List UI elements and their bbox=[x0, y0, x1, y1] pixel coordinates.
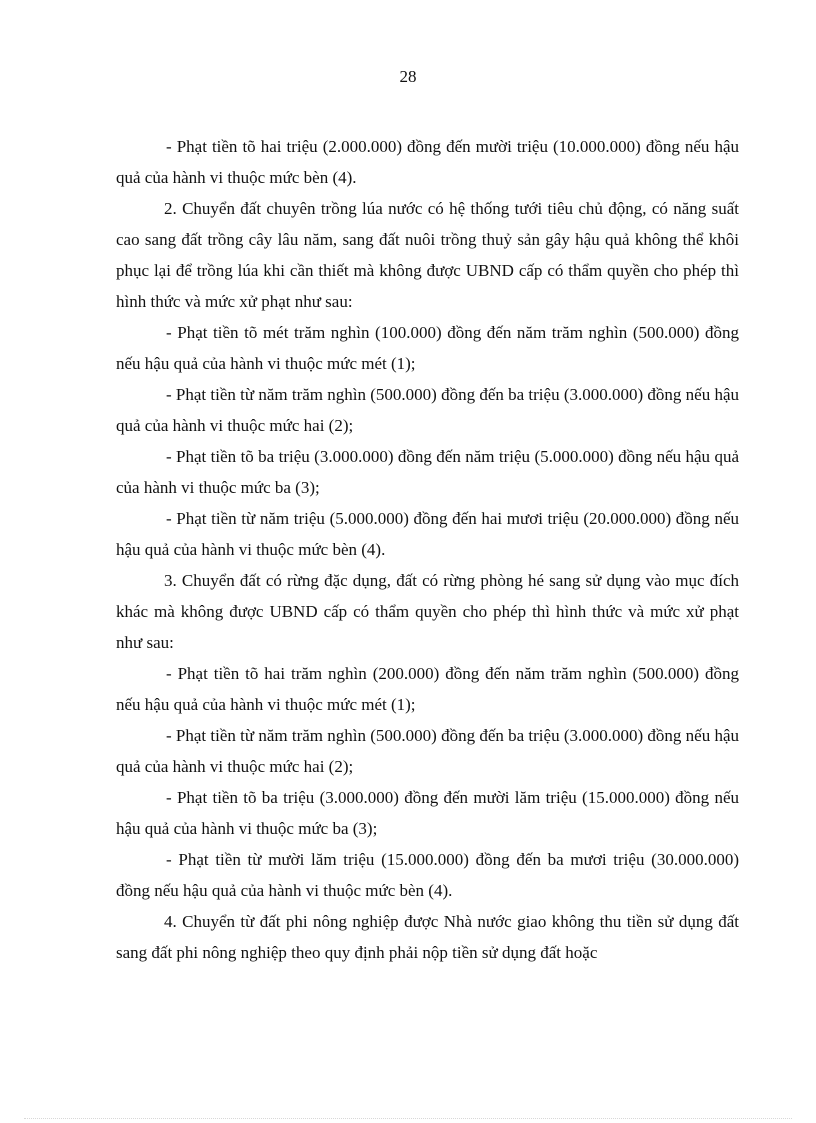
penalty-item-3-4: - Phạt tiền từ mười lăm triệu (15.000.000) đồng đến ba mươi triệu (30.000.000) đồng nếu hậu quả của hành vi thuộc mức bèn (4). bbox=[116, 850, 739, 900]
penalty-item-2-1: - Phạt tiền tõ mét trăm nghìn (100.000) đồng đến năm trăm nghìn (500.000) đồng nếu hậu quả của hành vi thuộc mức mét (1); bbox=[116, 323, 739, 373]
article-clause-3: 3. Chuyển đất có rừng đặc dụng, đất có rừng phòng hé sang sử dụng vào mục đích khác mà không được UBND cấp có thẩm quyền cho phép thì hình thức và mức xử phạt như sau: bbox=[116, 571, 739, 652]
article-clause-2: 2. Chuyển đất chuyên trồng lúa nước có hệ thống tưới tiêu chủ động, có năng suất cao sang đất trồng cây lâu năm, sang đất nuôi trồng thuỷ sản gây hậu quả không thể khôi phục lại để trồng lúa khi cần thiết mà không được UBND cấp có thẩm quyền cho phép thì hình thức và mức xử phạt như sau: bbox=[116, 199, 739, 311]
document-body bbox=[116, 131, 739, 968]
penalty-item-3-2: - Phạt tiền từ năm trăm nghìn (500.000) đồng đến ba triệu (3.000.000) đồng nếu hậu quả của hành vi thuộc mức hai (2); bbox=[116, 726, 739, 776]
page-number: 28 bbox=[399, 67, 417, 86]
page-bottom-divider bbox=[24, 1118, 792, 1119]
penalty-item-3-3: - Phạt tiền tõ ba triệu (3.000.000) đồng đến mười lăm triệu (15.000.000) đồng nếu hậu quả của hành vi thuộc mức ba (3); bbox=[116, 788, 739, 838]
penalty-item-1-4: - Phạt tiền tõ hai triệu (2.000.000) đồng đến mười triệu (10.000.000) đồng nếu hậu quả của hành vi thuộc mức bèn (4). bbox=[116, 137, 739, 187]
penalty-item-2-4: - Phạt tiền từ năm triệu (5.000.000) đồng đến hai mươi triệu (20.000.000) đồng nếu hậu quả của hành vi thuộc mức bèn (4). bbox=[116, 509, 739, 559]
penalty-item-2-3: - Phạt tiền tõ ba triệu (3.000.000) đồng đến năm triệu (5.000.000) đồng nếu hậu quả của hành vi thuộc mức ba (3); bbox=[116, 447, 739, 497]
article-clause-4: 4. Chuyển từ đất phi nông nghiệp được Nhà nước giao không thu tiền sử dụng đất sang đất phi nông nghiệp theo quy định phải nộp tiền sử dụng đất hoặc bbox=[116, 912, 739, 962]
penalty-item-3-1: - Phạt tiền tõ hai trăm nghìn (200.000) đồng đến năm trăm nghìn (500.000) đồng nếu hậu quả của hành vi thuộc mức mét (1); bbox=[116, 664, 739, 714]
penalty-item-2-2: - Phạt tiền từ năm trăm nghìn (500.000) đồng đến ba triệu (3.000.000) đồng nếu hậu quả của hành vi thuộc mức hai (2); bbox=[116, 385, 739, 435]
